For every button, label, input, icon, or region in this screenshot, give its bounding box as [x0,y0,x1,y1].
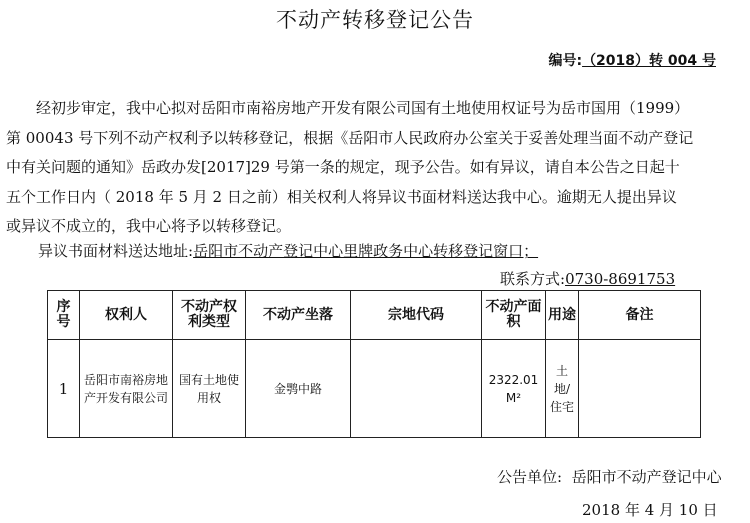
issuer [497,466,722,487]
cell-remark [579,340,701,438]
property-table [47,290,701,438]
header-remark: 备注 [579,291,701,340]
objection-address [38,240,538,261]
header-right-type: 不动产权利类型 [173,291,246,340]
cell-usage: 土地/住宅 [546,340,579,438]
header-parcel-code: 宗地代码 [351,291,482,340]
table-header-row [48,291,701,340]
header-seq: 序号 [48,291,80,340]
objection-address-value: 岳阳市不动产登记中心里牌政务中心转移登记窗口； [193,242,539,260]
cell-location: 金鹗中路 [246,340,351,438]
body-line: 五个工作日内（ 2018 年 5 月 2 日之前）相关权利人将异议书面材料送达我中心。逾期无人提出异议 [6,187,677,206]
cell-seq: 1 [48,340,80,438]
contact-label: 联系方式: [500,270,566,288]
objection-address-label: 异议书面材料送达地址: [38,242,194,260]
header-location: 不动产坐落 [246,291,351,340]
contact-info [500,268,675,289]
issue-date: 2018 年 4 月 10 日 [582,501,718,519]
table-row [48,340,701,438]
body-line: 或异议不成立的，我中心将予以转移登记。 [6,217,292,235]
body-line: 经初步审定，我中心拟对岳阳市南裕房地产开发有限公司国有土地使用权证号为岳市国用（1999） [6,99,690,117]
cell-parcel-code [351,340,482,438]
document-number [548,50,716,70]
body-line: 中有关问题的通知》岳政办发[2017]29 号第一条的规定，现予公告。如有异议，请自本公告之日起十 [6,158,680,176]
announcement-body [6,94,726,242]
cell-area: 2322.01 M² [482,340,546,438]
contact-phone: 0730-8691753 [565,270,676,288]
header-owner: 权利人 [80,291,173,340]
document-number-label: 编号: [548,53,583,69]
header-area: 不动产面积 [482,291,546,340]
cell-owner: 岳阳市南裕房地产开发有限公司 [80,340,173,438]
cell-right-type: 国有土地使用权 [173,340,246,438]
header-usage: 用途 [546,291,579,340]
issuer-label: 公告单位: [497,468,563,486]
document-number-value: （2018）转 004 号 [582,53,716,69]
page-title: 不动产转移登记公告 [276,8,474,32]
issuer-name: 岳阳市不动产登记中心 [571,468,722,486]
body-line: 第 00043 号下列不动产权利予以转移登记，根据《岳阳市人民政府办公室关于妥善处理当面不动产登记 [6,128,694,147]
